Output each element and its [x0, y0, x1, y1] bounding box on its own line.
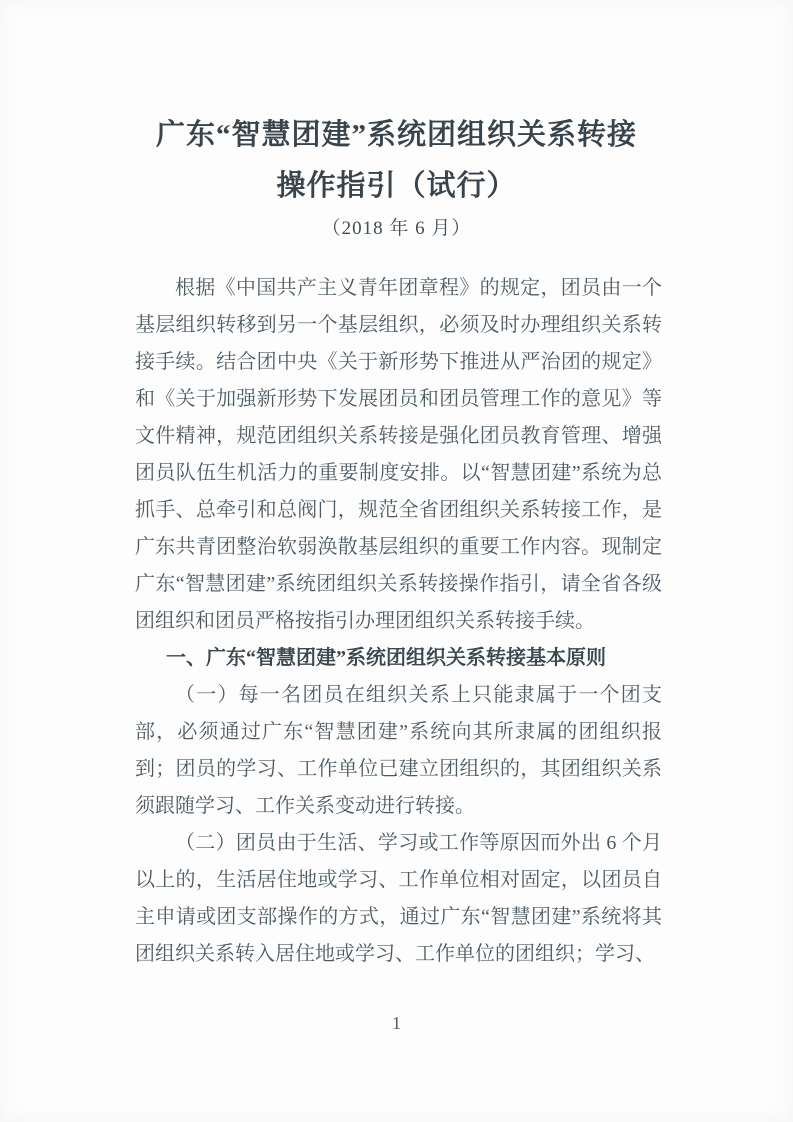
document-title-line-2: 操作指引（试行） [276, 170, 517, 202]
paragraph-principle-2: （二）团员由于生活、学习或工作等原因而外出 6 个月以上的，生活居住地或学习、工作单位相对固定，以团员自主申请或团支部操作的方式，通过广东“智慧团建”系统将其团组织关系转入居住地或学习、工作单位的团组织；学习、 [135, 832, 662, 965]
page-number: 1 [392, 1013, 401, 1033]
document-body [135, 270, 662, 973]
paragraph-principle-1: （一）每一名团员在组织关系上只能隶属于一个团支部，必须通过广东“智慧团建”系统向其所隶属的团组织报到；团员的学习、工作单位已建立团组织的，其团组织关系须跟随学习、工作关系变动进行转接。 [135, 684, 662, 817]
paragraph-intro: 根据《中国共产主义青年团章程》的规定，团员由一个基层组织转移到另一个基层组织，必须及时办理组织关系转接手续。结合团中央《关于新形势下推进从严治团的规定》和《关于加强新形势下发展团员和团员管理工作的意见》等文件精神，规范团组织关系转接是强化团员教育管理、增强团员队伍生机活力的重要制度安排。以“智慧团建”系统为总抓手、总牵引和总阀门，规范全省团组织关系转接工作，是广东共青团整治软弱涣散基层组织的重要工作内容。现制定广东“智慧团建”系统团组织关系转接操作指引，请全省各级团组织和团员严格按指引办理团组织关系转接手续。 [135, 277, 662, 632]
section-heading-1: 一、广东“智慧团建”系统团组织关系转接基本原则 [166, 647, 606, 669]
document-title [0, 110, 793, 212]
document-title-line-1: 广东“智慧团建”系统团组织关系转接 [155, 119, 637, 151]
document-date: （2018 年 6 月） [321, 218, 472, 239]
